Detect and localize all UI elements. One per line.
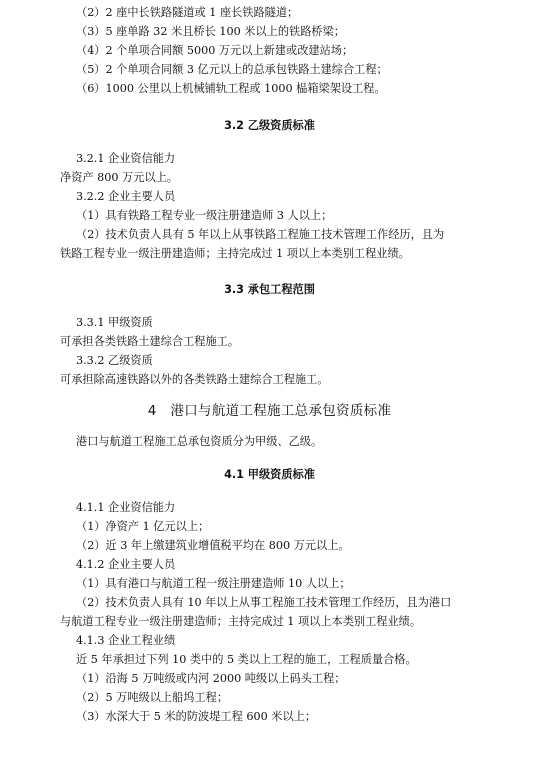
paragraph-line: 可承担各类铁路土建综合工程施工。 xyxy=(60,335,240,348)
paragraph-line: 港口与航道工程施工总承包资质分为甲级、乙级。 xyxy=(76,435,323,448)
clause-title: 3.2.2 企业主要人员 xyxy=(76,190,176,203)
paragraph-line: 净资产 800 万元以上。 xyxy=(60,171,178,184)
list-item: （1）具有铁路工程专业一级注册建造师 3 人以上； xyxy=(76,209,333,222)
paragraph-line: 可承担除高速铁路以外的各类铁路土建综合工程施工。 xyxy=(60,373,329,386)
list-item: （1）净资产 1 亿元以上； xyxy=(76,520,210,533)
list-item: （2）5 万吨级以上船坞工程； xyxy=(76,691,229,704)
list-item: （1）具有港口与航道工程一级注册建造师 10 人以上； xyxy=(76,577,351,590)
list-item: （1）沿海 5 万吨级或内河 2000 吨级以上码头工程； xyxy=(76,672,346,685)
paragraph-line: 与航道工程专业一级注册建造师；主持完成过 1 项以上本类别工程业绩。 xyxy=(60,615,422,628)
list-item: （4）2 个单项合同额 5000 万元以上新建或改建站场； xyxy=(76,44,354,57)
list-item: （2）技术负责人具有 10 年以上从事工程施工技术管理工作经历，且为港口 xyxy=(76,596,452,609)
list-item: （2）技术负责人具有 5 年以上从事铁路工程施工技术管理工作经历，且为 xyxy=(76,228,445,241)
chapter-heading-4: 4 港口与航道工程施工总承包资质标准 xyxy=(147,403,392,419)
clause-title: 3.3.2 乙级资质 xyxy=(76,354,153,367)
section-heading-3-3: 3.3 承包工程范围 xyxy=(224,283,315,296)
list-item: （3）水深大于 5 米的防波堤工程 600 米以上； xyxy=(76,710,317,723)
section-heading-4-1: 4.1 甲级资质标准 xyxy=(224,468,315,481)
list-item: （5）2 个单项合同额 3 亿元以上的总承包铁路土建综合工程； xyxy=(76,63,388,76)
list-item: （3）5 座单路 32 米且桥长 100 米以上的铁路桥梁； xyxy=(76,25,345,38)
clause-title: 3.2.1 企业资信能力 xyxy=(76,152,176,165)
clause-title: 4.1.3 企业工程业绩 xyxy=(76,634,176,647)
list-item: （2）2 座中长铁路隧道或 1 座长铁路隧道； xyxy=(76,6,299,19)
list-item: （6）1000 公里以上机械铺轨工程或 1000 榀箱梁架设工程。 xyxy=(76,82,386,95)
list-item: （2）近 3 年上缴建筑业增值税平均在 800 万元以上。 xyxy=(76,539,350,552)
clause-title: 3.3.1 甲级资质 xyxy=(76,316,153,329)
clause-title: 4.1.1 企业资信能力 xyxy=(76,501,176,514)
paragraph-line: 铁路工程专业一级注册建造师；主持完成过 1 项以上本类别工程业绩。 xyxy=(60,247,410,260)
paragraph-line: 近 5 年承担过下列 10 类中的 5 类以上工程的施工，工程质量合格。 xyxy=(76,653,417,666)
clause-title: 4.1.2 企业主要人员 xyxy=(76,558,176,571)
section-heading-3-2: 3.2 乙级资质标准 xyxy=(224,119,315,132)
